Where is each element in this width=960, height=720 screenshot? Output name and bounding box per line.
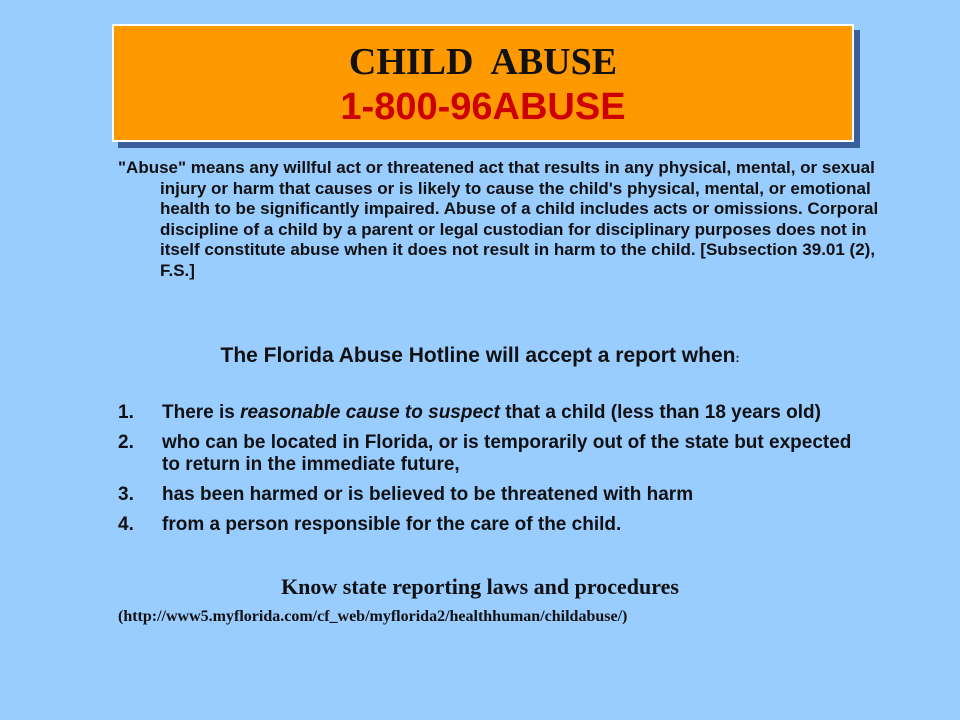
- criteria-text: who can be located in Florida, or is temporarily out of the state but expected to return in the immediate future,: [162, 432, 852, 475]
- abuse-definition: "Abuse" means any willful act or threatened act that results in any physical, mental, or sexual injury or harm that causes or is likely to cause the child's physical, mental, or emotional health to be significantly impaired. Abuse of a child includes acts or omissions. Corporal discipline of a child by a parent or legal custodian for disciplinary purposes does not in itself constitute abuse when it does not result in harm to the child. [Subsection 39.01 (2), F.S.]: [118, 158, 879, 280]
- criteria-item: [118, 484, 858, 506]
- criteria-item: [118, 514, 858, 536]
- criteria-text: has been harmed or is believed to be threatened with harm: [162, 484, 694, 505]
- hotline-heading: [0, 344, 960, 368]
- reference-url: (http://www5.myflorida.com/cf_web/myflorida2/healthhuman/childabuse/): [118, 608, 628, 625]
- criteria-text-before: There is: [162, 402, 241, 423]
- criteria-item: [118, 432, 858, 476]
- hotline-heading-text: The Florida Abuse Hotline will accept a report when: [220, 344, 736, 367]
- hotline-phone-number: 1-800-96ABUSE: [340, 86, 626, 128]
- criteria-number: 4.: [118, 514, 134, 535]
- criteria-number: 2.: [118, 432, 134, 453]
- criteria-number: 1.: [118, 402, 134, 423]
- page-title: CHILD ABUSE: [348, 41, 618, 83]
- hotline-heading-colon: :: [735, 351, 740, 365]
- reporting-laws-note: Know state reporting laws and procedures: [281, 574, 679, 599]
- title-box: [112, 24, 854, 142]
- criteria-number: 3.: [118, 484, 134, 505]
- criteria-item: [118, 402, 858, 424]
- criteria-emphasis: reasonable cause to suspect: [240, 402, 500, 423]
- criteria-text-after: that a child (less than 18 years old): [499, 402, 821, 423]
- report-criteria-list: [118, 402, 858, 544]
- criteria-text: from a person responsible for the care of the child.: [162, 514, 622, 535]
